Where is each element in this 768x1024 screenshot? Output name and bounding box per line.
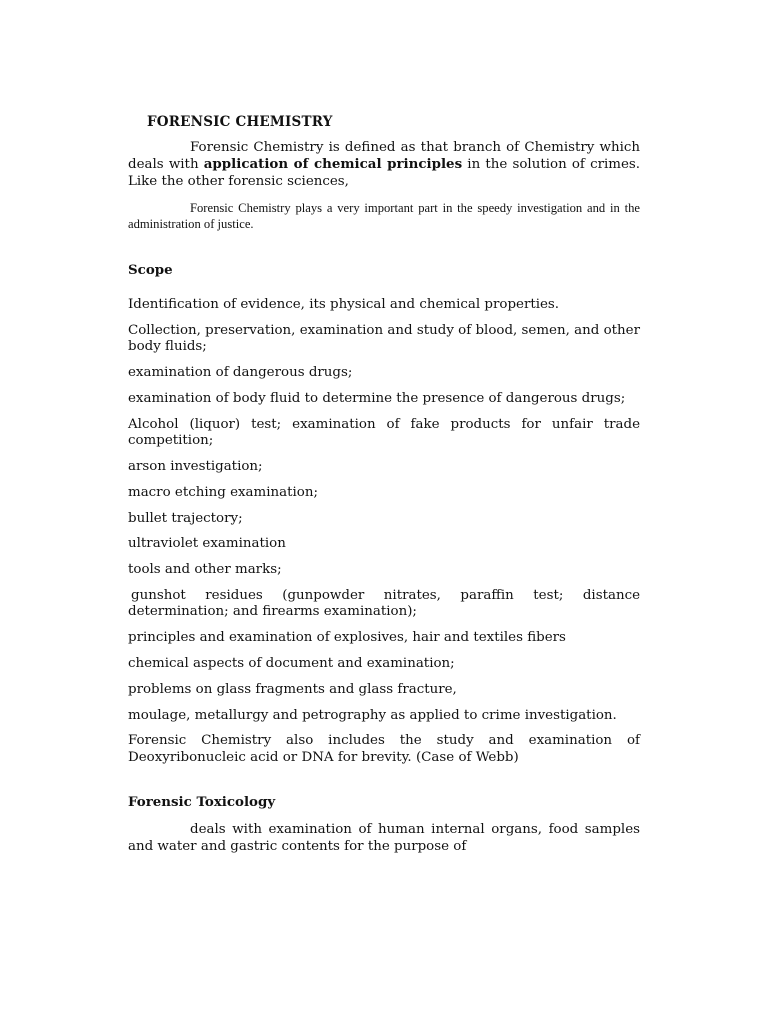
intro-text-after: in the solution of crimes. Like the other forensic sciences, [128, 157, 641, 189]
scope-item: Identification of evidence, its physical and chemical properties. [128, 297, 560, 312]
scope-item: gunshot residues (gunpowder nitrates, paraffin test; distance determination; and firearms examination); [128, 587, 640, 620]
scope-item: examination of body fluid to determine the presence of dangerous drugs; [128, 390, 626, 406]
scope-item: bullet trajectory; [128, 510, 243, 526]
scope-item: arson investigation; [128, 458, 263, 474]
toxicology-heading: Forensic Toxicology [128, 794, 276, 811]
scope-item: principles and examination of explosives, hair and textiles fibers [128, 630, 566, 646]
document-body [128, 112, 640, 855]
toxicology-paragraph: deals with examination of human internal organs, food samples and water and gastric contents for the purpose of [128, 822, 640, 855]
intro-paragraph [128, 139, 640, 190]
scope-item: tools and other marks; [128, 562, 282, 578]
second-paragraph: Forensic Chemistry plays a very important part in the speedy investigation and in the administration of justice. [128, 201, 640, 231]
scope-item: chemical aspects of document and examination; [128, 656, 455, 672]
scope-item: problems on glass fragments and glass fracture, [128, 681, 457, 697]
scope-heading: Scope [128, 262, 173, 278]
scope-item: macro etching examination; [128, 484, 318, 500]
scope-item: Forensic Chemistry also includes the study and examination of Deoxyribonucleic acid or DNA for brevity. (Case of Webb) [128, 733, 640, 765]
scope-item: moulage, metallurgy and petrography as applied to crime investigation. [128, 707, 617, 723]
intro-bold-phrase: application of chemical principles [203, 156, 463, 172]
scope-item: examination of dangerous drugs; [128, 365, 353, 381]
scope-list [128, 297, 640, 766]
intro-text-before: Forensic Chemistry is defined as that branch of Chemistry which deals with [128, 140, 640, 172]
scope-item: Alcohol (liquor) test; examination of fake products for unfair trade competition; [128, 416, 640, 449]
scope-item: ultraviolet examination [128, 536, 286, 552]
scope-item: Collection, preservation, examination and study of blood, semen, and other body fluids; [128, 322, 640, 355]
document-title: FORENSIC CHEMISTRY [147, 114, 333, 130]
